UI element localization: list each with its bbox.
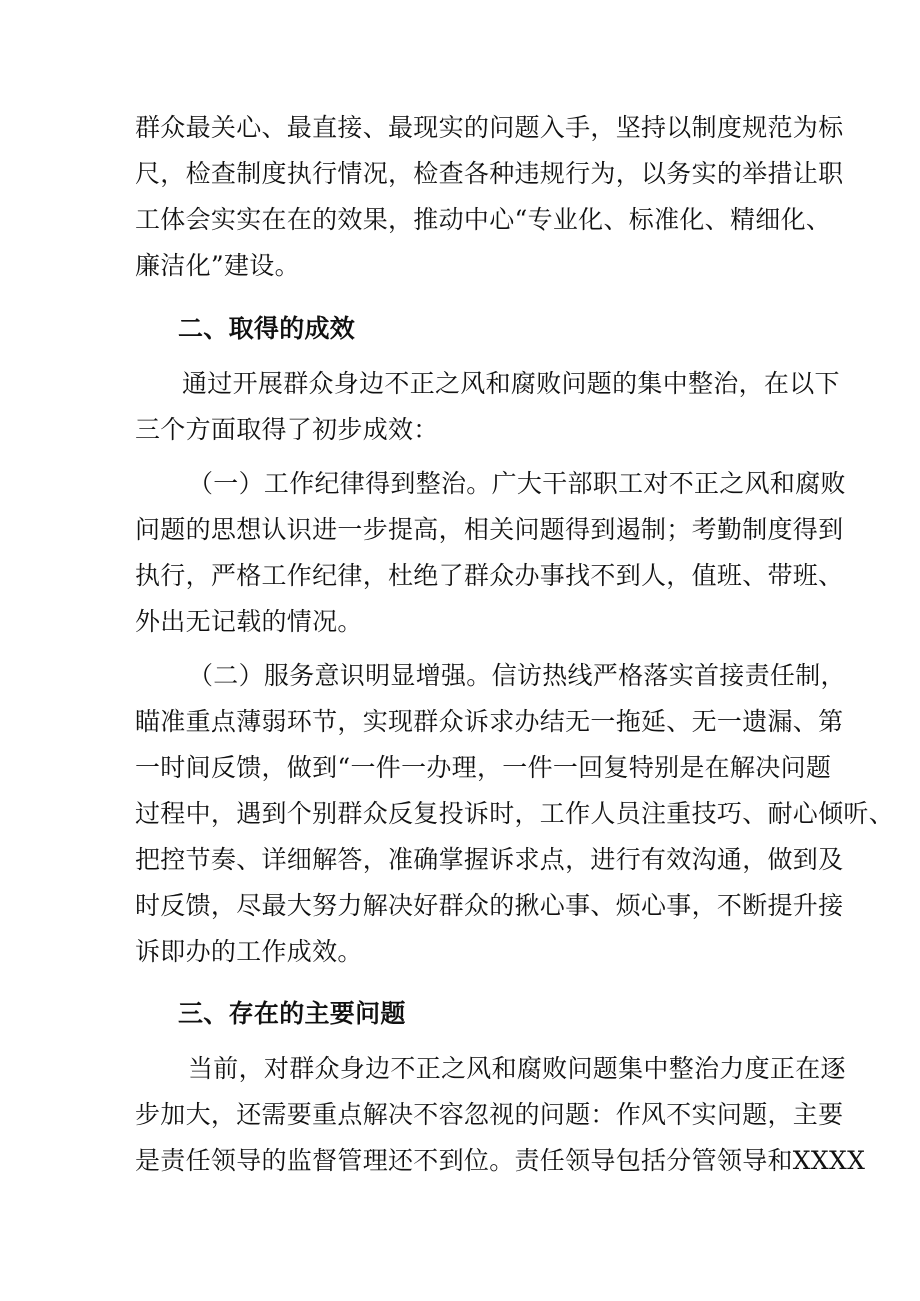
intro-line: 群众最关心、最直接、最现实的问题入手，坚持以制度规范为标	[135, 113, 844, 142]
section2-lead-line: 通过开展群众身边不正之风和腐败问题的集中整治，在以下	[182, 369, 840, 398]
section-heading-3: 三、存在的主要问题	[178, 999, 406, 1028]
section3-lead-line: 步加大，还需要重点解决不容忽视的问题：作风不实问题，主要	[135, 1100, 844, 1129]
section-heading-2: 二、取得的成效	[178, 314, 356, 343]
section2-lead-line: 三个方面取得了初步成效：	[135, 415, 439, 444]
intro-line: 廉洁化”建设。	[135, 251, 300, 280]
intro-line: 工体会实实在在的效果，推动中心“专业化、标准化、精细化、	[135, 205, 832, 234]
item1-line: 问题的思想认识进一步提高，相关问题得到遏制；考勤制度得到	[135, 515, 844, 544]
section3-lead-line: 当前，对群众身边不正之风和腐败问题集中整治力度正在逐	[188, 1054, 846, 1083]
item1-line: 外出无记载的情况。	[135, 607, 363, 636]
section3-lead-line: 是责任领导的监督管理还不到位。责任领导包括分管领导和XXXX	[135, 1146, 866, 1175]
item1-line: （一）工作纪律得到整治。广大干部职工对不正之风和腐败	[188, 469, 846, 498]
item2-line: 一时间反馈，做到“一件一办理，一件一回复特别是在解决问题	[135, 753, 832, 782]
intro-line: 尺，检查制度执行情况，检查各种违规行为，以务实的举措让职	[135, 159, 844, 188]
item2-line: （二）服务意识明显增强。信访热线严格落实首接责任制，	[188, 661, 846, 690]
item1-line: 执行，严格工作纪律，杜绝了群众办事找不到人，值班、带班、	[135, 561, 844, 590]
item2-line: 过程中，遇到个别群众反复投诉时，工作人员注重技巧、耐心倾听、	[135, 799, 895, 828]
item2-line: 诉即办的工作成效。	[135, 937, 363, 966]
item2-line: 时反馈，尽最大努力解决好群众的揪心事、烦心事，不断提升接	[135, 891, 844, 920]
item2-line: 把控节奏、详细解答，准确掌握诉求点，进行有效沟通，做到及	[135, 845, 844, 874]
item2-line: 瞄准重点薄弱环节，实现群众诉求办结无一拖延、无一遗漏、第	[135, 707, 844, 736]
